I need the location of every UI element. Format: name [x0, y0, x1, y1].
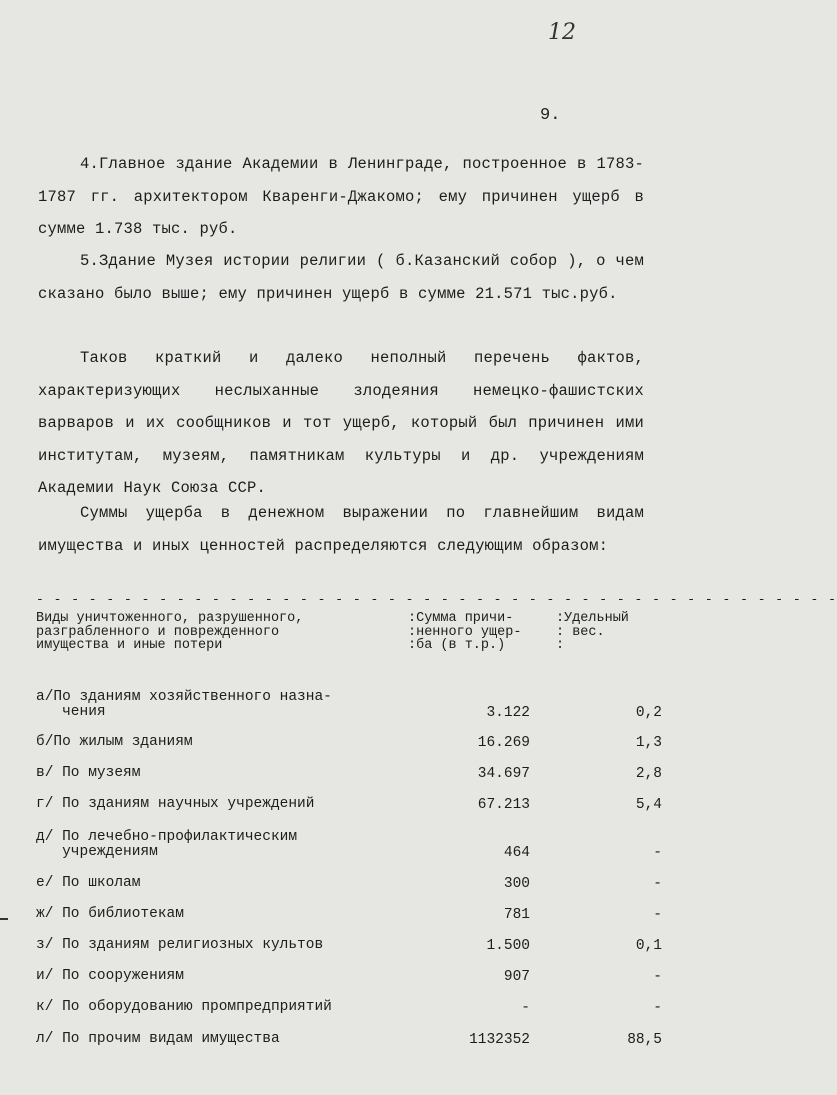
paragraph: [38, 497, 644, 562]
table-row: [36, 796, 662, 829]
table-row: [36, 829, 662, 862]
row-share: 1,3: [635, 735, 662, 751]
row-label: з/ По зданиям религиозных культов: [36, 937, 324, 953]
row-label: д/ По лечебно-профилактическим учреждениям: [36, 829, 298, 860]
row-share: -: [653, 907, 662, 923]
row-sum: 34.697: [477, 766, 530, 782]
row-label: б/По жилым зданиям: [36, 734, 193, 750]
row-sum: 3.122: [486, 705, 530, 721]
table-row: [36, 999, 662, 1032]
row-label: а/По зданиям хозяйственного назна- чения: [36, 689, 332, 720]
row-label: и/ По сооружениям: [36, 968, 184, 984]
paragraph: [38, 342, 644, 505]
table-row: [36, 689, 662, 722]
handwritten-number: 12: [548, 20, 576, 45]
paragraph-text: Таков краткий и далеко неполный перечень фактов, характеризующих неслыханные злодеяния немецко-фашистских варваров и их сообщников и тот ущерб, который был причинен ими институтам, музеям, памятникам культуры и др. учреждениям Академии Наук Союза ССР.: [38, 349, 644, 497]
row-sum: 16.269: [477, 735, 530, 751]
table-header-sum: :Сумма причи- :ненного ущер- :ба (в т.р.): [408, 611, 522, 653]
row-share: 88,5: [627, 1032, 662, 1048]
row-label: е/ По школам: [36, 875, 141, 891]
row-share: -: [653, 969, 662, 985]
row-sum: 1132352: [469, 1032, 530, 1048]
paragraph: [38, 148, 644, 246]
row-sum: 300: [503, 876, 530, 892]
margin-mark: [0, 918, 8, 920]
row-sum: 67.213: [477, 797, 530, 813]
row-share: -: [653, 845, 662, 861]
table-row: [36, 937, 662, 970]
row-share: 5,4: [635, 797, 662, 813]
row-sum: 781: [503, 907, 530, 923]
row-label: ж/ По библиотекам: [36, 906, 184, 922]
row-sum: 464: [503, 845, 530, 861]
row-label: л/ По прочим видам имущества: [36, 1031, 280, 1047]
table-row: [36, 765, 662, 798]
row-sum: 907: [503, 969, 530, 985]
row-share: 2,8: [635, 766, 662, 782]
row-label: г/ По зданиям научных учреждений: [36, 796, 315, 812]
table-top-rule: - - - - - - - - - - - - - - - - - - - - - - - - - - - - - - - - - - - - - - - - - - - - - -: [36, 592, 837, 607]
paragraph-text: 5.Здание Музея истории религии ( б.Казанский собор ), о чем сказано было выше; ему причинен ущерб в сумме 21.571 тыс.руб.: [38, 252, 644, 303]
paragraph-text: 4.Главное здание Академии в Ленинграде, построенное в 1783-1787 гг. архитектором Кваренги-Джакомо; ему причинен ущерб в сумме 1.738 тыс. руб.: [38, 155, 644, 238]
row-share: 0,2: [635, 705, 662, 721]
row-share: 0,1: [635, 938, 662, 954]
row-share: -: [653, 876, 662, 892]
table-header-type: Виды уничтоженного, разрушенного, разграбленного и поврежденного имущества и иные потери: [36, 611, 304, 653]
row-label: в/ По музеям: [36, 765, 141, 781]
table-row: [36, 875, 662, 908]
row-share: -: [653, 1000, 662, 1016]
paragraph: [38, 245, 644, 310]
row-sum: 1.500: [486, 938, 530, 954]
row-sum: -: [521, 1000, 530, 1016]
row-label: к/ По оборудованию промпредприятий: [36, 999, 332, 1015]
paragraph-text: Суммы ущерба в денежном выражении по главнейшим видам имущества и иных ценностей распределяются следующим образом:: [38, 504, 644, 555]
table-row: [36, 1031, 662, 1064]
table-row: [36, 968, 662, 1001]
table-row: [36, 734, 662, 767]
table-row: [36, 906, 662, 939]
page-number: 9.: [540, 106, 561, 125]
table-header-share: :Удельный : вес. :: [556, 611, 629, 653]
